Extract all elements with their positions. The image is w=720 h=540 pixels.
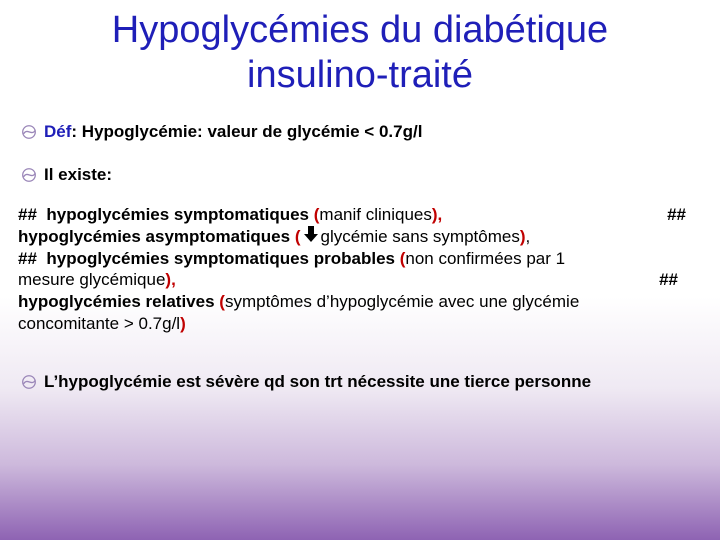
definition-separator: : [71, 122, 82, 141]
title-line-1: Hypoglycémies du diabétique [111, 9, 609, 51]
para-line-5 [18, 291, 698, 313]
item3-label: hypoglycémies symptomatiques probables [46, 248, 395, 268]
bullet-il-existe [20, 164, 112, 186]
il-existe-text: Il existe: [44, 165, 113, 184]
slide-title [0, 8, 720, 98]
para-line-4 [18, 269, 698, 291]
bullet-definition [20, 121, 422, 143]
title-line-2: insulino-traité [247, 54, 473, 96]
item4-open-paren: ( [219, 292, 225, 312]
item3-open-paren: ( [399, 248, 406, 268]
item2-open-paren: ( [294, 226, 301, 246]
item4-label: hypoglycémies relatives [18, 292, 215, 312]
bullet-swirl-icon [20, 123, 38, 141]
list-marker: ## [667, 205, 686, 224]
para-line-6 [18, 313, 698, 335]
para-line-2 [18, 226, 698, 248]
bullet-severe [20, 371, 591, 393]
para-line-1 [18, 204, 698, 226]
item4-desc-line1: symptômes d’hypoglycémie avec une glycémie [224, 292, 580, 312]
item1-desc: manif cliniques [319, 205, 432, 224]
definition-prefix: Déf [44, 122, 72, 141]
item4-close-paren: ) [180, 313, 186, 333]
hypoglycemia-types-paragraph [18, 204, 698, 335]
item3-desc-line2: mesure glycémique [18, 270, 166, 290]
bullet-swirl-icon [20, 373, 38, 391]
item2-desc: glycémie sans symptômes [320, 226, 520, 246]
bullet-swirl-icon [20, 166, 38, 184]
item2-tail: , [525, 226, 531, 246]
list-marker: ## [18, 248, 37, 268]
para-line-3 [18, 248, 698, 270]
list-marker: ## [18, 205, 37, 224]
item1-label: hypoglycémies symptomatiques [46, 205, 310, 224]
item1-close-paren: ), [431, 205, 443, 224]
list-marker: ## [659, 270, 678, 290]
item2-close-paren: ) [519, 226, 526, 246]
item2-label: hypoglycémies asymptomatiques [18, 226, 291, 246]
arrow-down-icon [304, 226, 318, 242]
item1-open-paren: ( [313, 205, 320, 224]
severe-text: L’hypoglycémie est sévère qd son trt nécessite une tierce personne [44, 372, 592, 391]
item3-desc-line1: non confirmées par 1 [405, 248, 566, 268]
item4-desc-line2: concomitante > 0.7g/l [18, 313, 181, 333]
definition-text: Hypoglycémie: valeur de glycémie < 0.7g/l [81, 122, 423, 141]
item3-close-paren: ), [165, 270, 176, 290]
